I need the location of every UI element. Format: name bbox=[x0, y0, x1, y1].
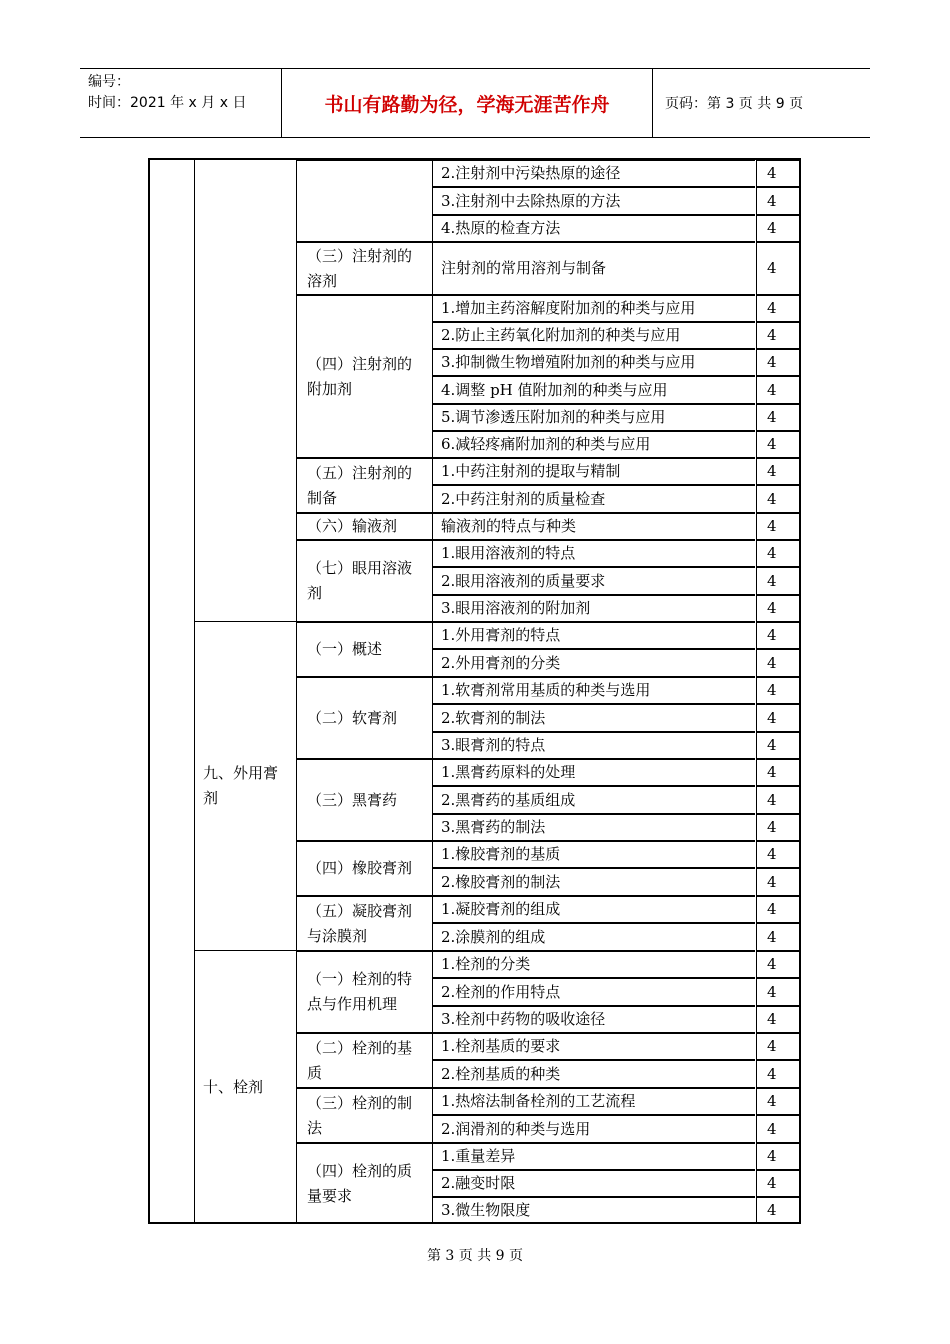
level-cell: 4 bbox=[756, 1033, 800, 1060]
page-footer bbox=[0, 1245, 950, 1265]
chapter-cell: 九、外用膏剂 bbox=[195, 622, 296, 951]
level-cell: 4 bbox=[756, 485, 800, 513]
item-cell: 2.橡胶膏剂的制法 bbox=[433, 868, 755, 896]
level-cell: 4 bbox=[756, 896, 800, 923]
page-header bbox=[80, 68, 870, 138]
section-cell: （一）概述 bbox=[297, 622, 432, 677]
item-cell: 2.栓剂的作用特点 bbox=[433, 978, 755, 1006]
item-cell: 3.注射剂中去除热原的方法 bbox=[433, 187, 755, 215]
level-cell: 4 bbox=[756, 431, 800, 458]
level-cell: 4 bbox=[756, 513, 800, 540]
item-cell: 输液剂的特点与种类 bbox=[433, 513, 755, 540]
item-cell: 1.重量差异 bbox=[433, 1143, 755, 1170]
section-cell: （五）注射剂的制备 bbox=[297, 458, 432, 513]
section-cell: （三）注射剂的溶剂 bbox=[297, 242, 432, 295]
chapter-cell: 十、栓剂 bbox=[203, 1078, 264, 1096]
section-cell: （一）栓剂的特点与作用机理 bbox=[297, 951, 432, 1033]
item-cell: 1.凝胶膏剂的组成 bbox=[433, 896, 755, 923]
item-cell: 1.栓剂基质的要求 bbox=[433, 1033, 755, 1060]
item-cell: 1.黑膏药原料的处理 bbox=[433, 759, 755, 786]
item-cell: 3.眼用溶液剂的附加剂 bbox=[433, 595, 755, 622]
level-cell: 4 bbox=[756, 951, 800, 978]
item-cell: 6.减轻疼痛附加剂的种类与应用 bbox=[433, 431, 755, 458]
section-cell bbox=[297, 160, 432, 242]
item-cell: 3.栓剂中药物的吸收途径 bbox=[433, 1006, 755, 1033]
level-cell: 4 bbox=[756, 649, 800, 677]
footer-page-text: 第 3 页 共 9 页 bbox=[426, 1248, 524, 1264]
level-cell: 4 bbox=[756, 978, 800, 1006]
level-cell: 4 bbox=[756, 1088, 800, 1115]
item-cell: 1.中药注射剂的提取与精制 bbox=[433, 458, 755, 485]
header-page bbox=[653, 69, 870, 137]
level-cell: 4 bbox=[756, 349, 800, 376]
item-cell: 4.热原的检查方法 bbox=[433, 215, 755, 242]
section-cell: （二）软膏剂 bbox=[297, 677, 432, 759]
section-cell: （三）栓剂的制法 bbox=[297, 1088, 432, 1143]
level-cell: 4 bbox=[756, 1060, 800, 1088]
level-cell: 4 bbox=[756, 1006, 800, 1033]
level-cell: 4 bbox=[756, 841, 800, 868]
item-cell: 2.注射剂中污染热原的途径 bbox=[433, 160, 755, 187]
level-cell: 4 bbox=[756, 215, 800, 242]
level-cell: 4 bbox=[756, 759, 800, 786]
header-motto bbox=[282, 69, 653, 137]
level-cell: 4 bbox=[756, 1197, 800, 1224]
item-cell: 2.栓剂基质的种类 bbox=[433, 1060, 755, 1088]
level-cell: 4 bbox=[756, 540, 800, 567]
section-cell: （四）橡胶膏剂 bbox=[297, 841, 432, 896]
item-cell: 注射剂的常用溶剂与制备 bbox=[433, 242, 755, 295]
item-cell: 3.黑膏药的制法 bbox=[433, 814, 755, 841]
item-cell: 2.防止主药氧化附加剂的种类与应用 bbox=[433, 322, 755, 349]
section-cell: （四）栓剂的质量要求 bbox=[297, 1143, 432, 1224]
level-cell: 4 bbox=[756, 677, 800, 704]
item-cell: 2.中药注射剂的质量检查 bbox=[433, 485, 755, 513]
level-cell: 4 bbox=[756, 404, 800, 431]
item-cell: 2.软膏剂的制法 bbox=[433, 704, 755, 732]
item-cell: 3.微生物限度 bbox=[433, 1197, 755, 1224]
section-cell: （五）凝胶膏剂与涂膜剂 bbox=[297, 896, 432, 951]
level-cell: 4 bbox=[756, 595, 800, 622]
item-cell: 3.抑制微生物增殖附加剂的种类与应用 bbox=[433, 349, 755, 376]
level-cell: 4 bbox=[756, 295, 800, 322]
item-cell: 4.调整 pH 值附加剂的种类与应用 bbox=[433, 376, 755, 404]
level-cell: 4 bbox=[756, 732, 800, 759]
level-cell: 4 bbox=[756, 1115, 800, 1143]
item-cell: 5.调节渗透压附加剂的种类与应用 bbox=[433, 404, 755, 431]
level-cell: 4 bbox=[756, 1170, 800, 1197]
item-cell: 1.眼用溶液剂的特点 bbox=[433, 540, 755, 567]
item-cell: 2.融变时限 bbox=[433, 1170, 755, 1197]
chapter-cell bbox=[195, 160, 296, 622]
motto-text: 书山有路勤为径，学海无涯苦作舟 bbox=[324, 93, 610, 116]
item-cell: 1.外用膏剂的特点 bbox=[433, 622, 755, 649]
page-label: 页码：第 3 页 共 9 页 bbox=[665, 96, 804, 112]
level-cell: 4 bbox=[756, 322, 800, 349]
level-cell: 4 bbox=[756, 868, 800, 896]
level-cell: 4 bbox=[756, 704, 800, 732]
item-cell: 1.橡胶膏剂的基质 bbox=[433, 841, 755, 868]
syllabus-table bbox=[148, 158, 801, 1224]
level-cell: 4 bbox=[756, 923, 800, 951]
item-cell: 2.润滑剂的种类与选用 bbox=[433, 1115, 755, 1143]
item-cell: 2.外用膏剂的分类 bbox=[433, 649, 755, 677]
item-cell: 1.软膏剂常用基质的种类与选用 bbox=[433, 677, 755, 704]
level-cell: 4 bbox=[756, 1143, 800, 1170]
item-cell: 1.栓剂的分类 bbox=[433, 951, 755, 978]
item-cell: 2.涂膜剂的组成 bbox=[433, 923, 755, 951]
level-cell: 4 bbox=[756, 242, 800, 295]
level-cell: 4 bbox=[756, 376, 800, 404]
item-cell: 3.眼膏剂的特点 bbox=[433, 732, 755, 759]
level-cell: 4 bbox=[756, 814, 800, 841]
section-cell: （七）眼用溶液剂 bbox=[297, 540, 432, 622]
number-label: 编号： bbox=[88, 74, 130, 90]
section-cell: （二）栓剂的基质 bbox=[297, 1033, 432, 1088]
level-cell: 4 bbox=[756, 567, 800, 595]
level-cell: 4 bbox=[756, 160, 800, 187]
level-cell: 4 bbox=[756, 458, 800, 485]
section-cell: （三）黑膏药 bbox=[297, 759, 432, 841]
level-cell: 4 bbox=[756, 786, 800, 814]
section-cell: （六）输液剂 bbox=[297, 513, 432, 540]
section-cell: （四）注射剂的附加剂 bbox=[297, 295, 432, 458]
level-cell: 4 bbox=[756, 187, 800, 215]
item-cell: 1.增加主药溶解度附加剂的种类与应用 bbox=[433, 295, 755, 322]
item-cell: 2.眼用溶液剂的质量要求 bbox=[433, 567, 755, 595]
time-label: 时间：2021 年 x 月 x 日 bbox=[88, 95, 247, 111]
item-cell: 2.黑膏药的基质组成 bbox=[433, 786, 755, 814]
item-cell: 1.热熔法制备栓剂的工艺流程 bbox=[433, 1088, 755, 1115]
header-info bbox=[80, 69, 282, 137]
level-cell: 4 bbox=[756, 622, 800, 649]
